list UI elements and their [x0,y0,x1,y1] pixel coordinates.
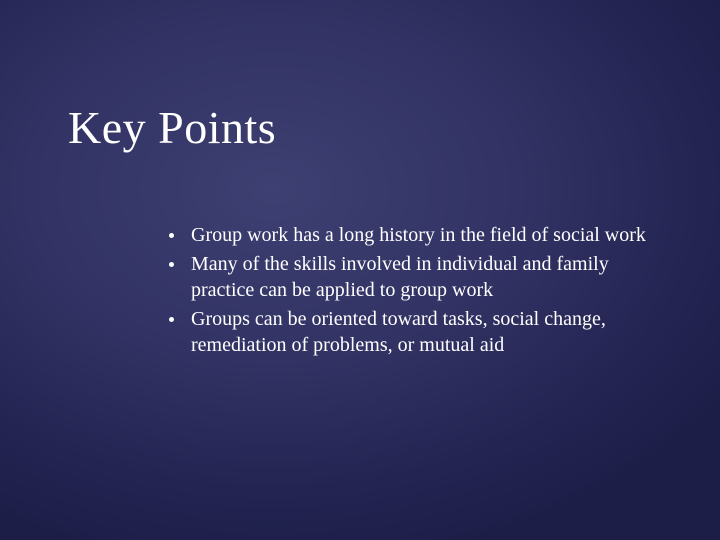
bullet-item [165,251,665,303]
bullet-text: Groups can be oriented toward tasks, social change, remediation of problems, or mutual aid [191,308,606,356]
bullet-dot-icon [169,317,174,322]
bullet-list [165,222,665,361]
slide-title: Key Points [68,102,277,153]
bullet-dot-icon [169,262,174,267]
bullet-item [165,222,665,248]
bullet-item [165,306,665,358]
bullet-text: Group work has a long history in the field of social work [191,224,646,246]
bullet-dot-icon [169,233,174,238]
bullet-text: Many of the skills involved in individual and family practice can be applied to group work [191,253,609,301]
